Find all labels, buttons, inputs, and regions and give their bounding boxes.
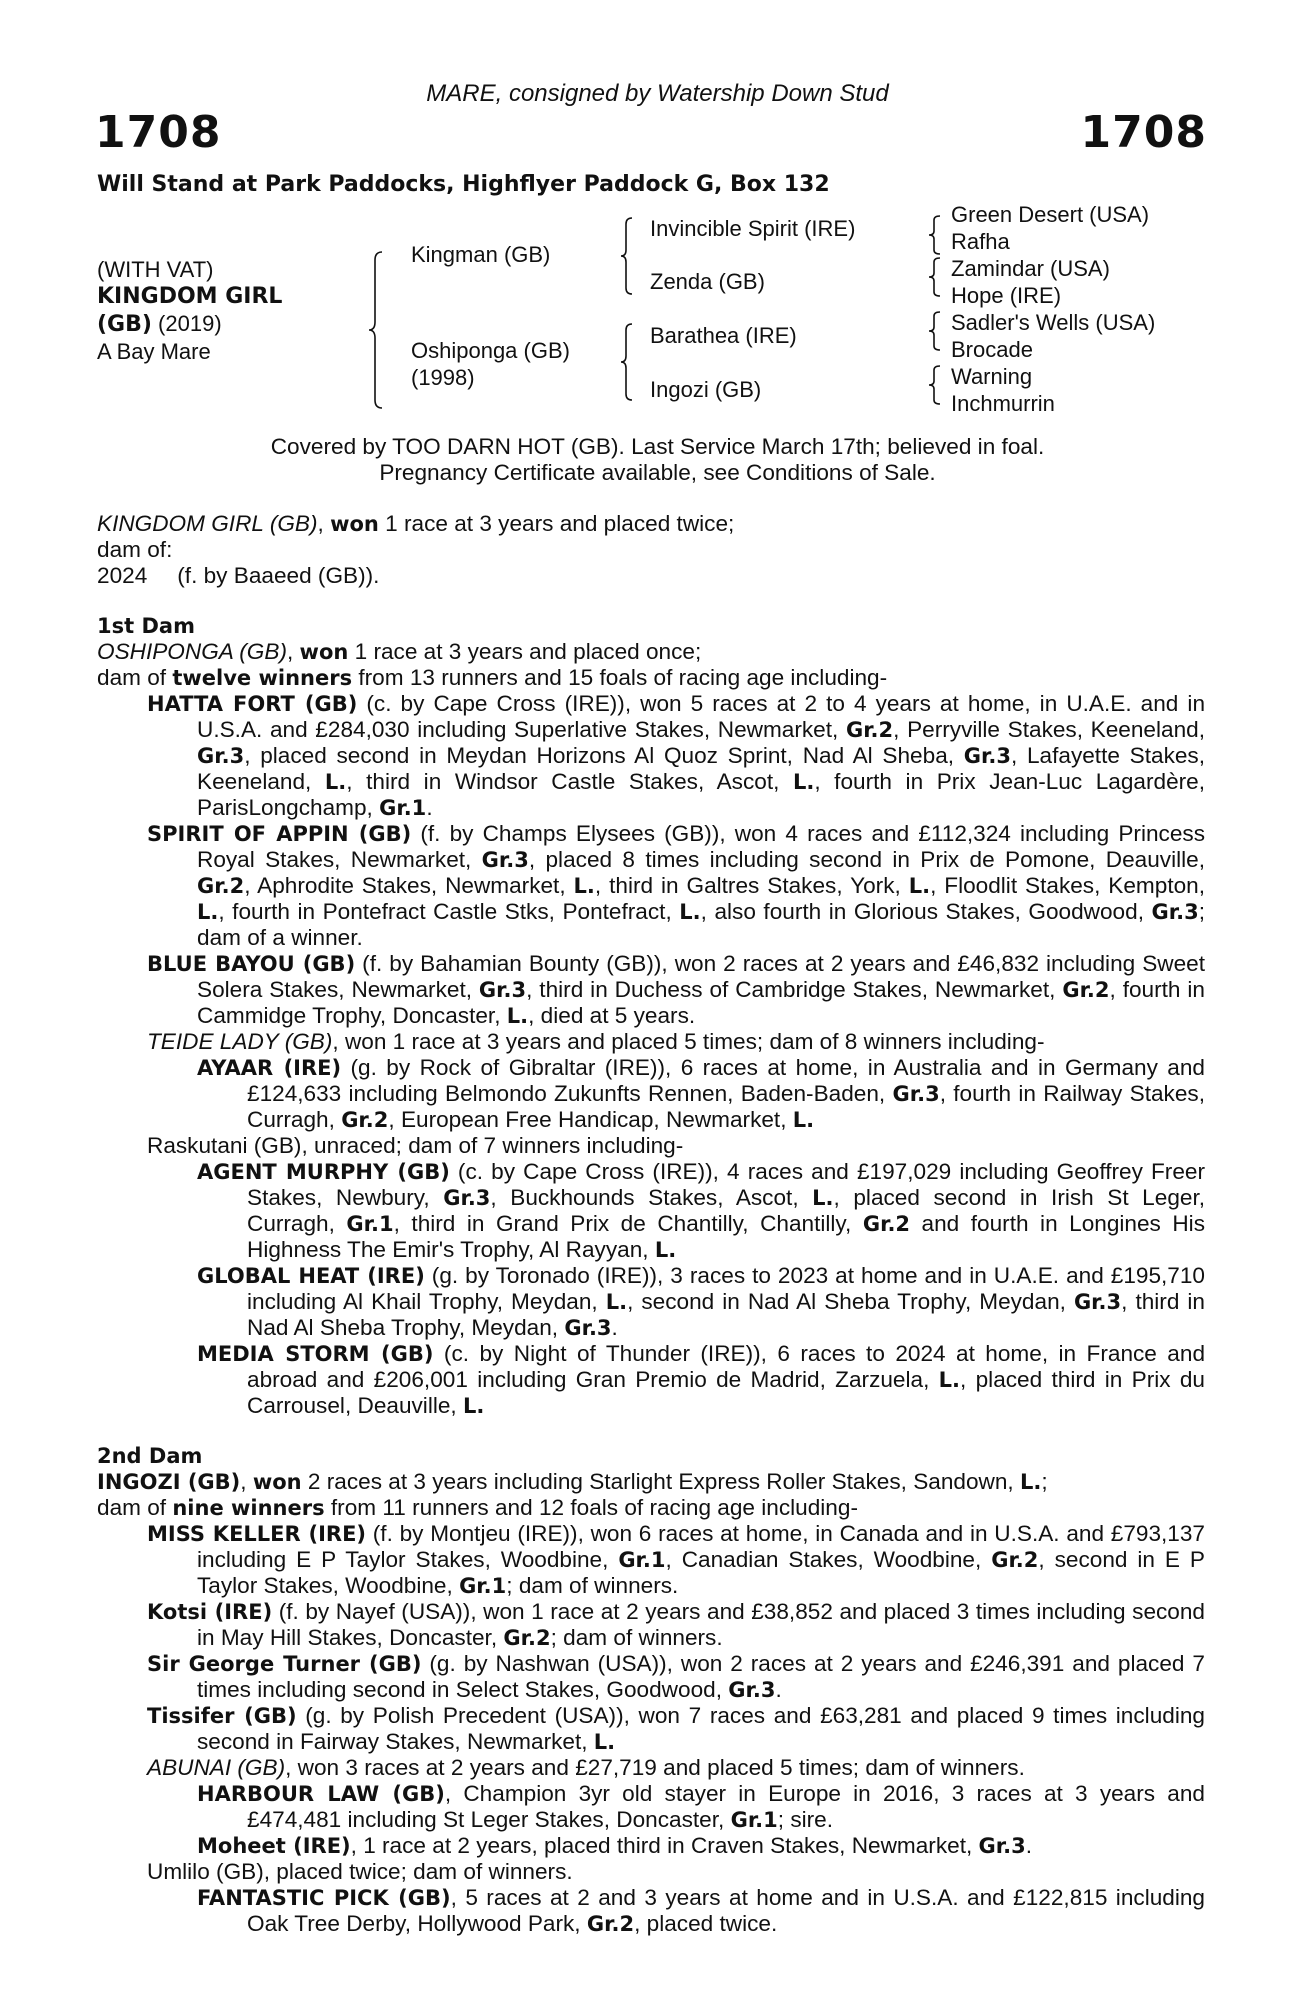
- second-dam-winners-line: dam of nine winners from 11 runners and 12 foals of racing age including-: [97, 1495, 858, 1520]
- pedigree-sire-dam: Zenda (GB): [650, 269, 765, 294]
- first-dam-heading: 1st Dam: [97, 614, 195, 638]
- horse-description: A Bay Mare: [97, 339, 211, 364]
- pedigree-ddd: Inchmurrin: [951, 391, 1055, 416]
- second-dam-name-line: INGOZI (GB), won 2 races at 3 years including Starlight Express Roller Stakes, Sandown, L.;: [97, 1469, 1048, 1494]
- list-item: MEDIA STORM (GB) (c. by Night of Thunder (IRE)), 6 races to 2024 at home, in France and abroad and £206,001 including Gran Premio de Madrid, Zarzuela, L., placed third in Prix du Carrousel, Deauville, L.: [197, 1341, 1206, 1418]
- list-item: FANTASTIC PICK (GB), 5 races at 2 and 3 years at home and in U.S.A. and £122,815 including Oak Tree Derby, Hollywood Park, Gr.2, placed twice.: [197, 1885, 1205, 1936]
- pedigree-brace-sd: [928, 256, 942, 298]
- list-item: ABUNAI (GB), won 3 races at 2 years and £27,719 and placed 5 times; dam of winners.: [147, 1755, 1025, 1780]
- pedigree-dam-year: (1998): [411, 365, 475, 390]
- intro-dam-of: dam of:: [97, 537, 173, 562]
- pedigree-dss: Sadler's Wells (USA): [951, 310, 1156, 335]
- list-item: Tissifer (GB) (g. by Polish Precedent (USA)), won 7 races and £63,281 and placed 9 times including second in Fairway Stakes, Newmarket, L.: [147, 1703, 1205, 1754]
- pedigree-brace-dd: [928, 364, 942, 406]
- list-item: HATTA FORT (GB) (c. by Cape Cross (IRE)), won 5 races at 2 to 4 years at home, in U.A.E. and in U.S.A. and £284,030 including Superlative Stakes, Newmarket, Gr.2, Perryville Stakes, Keeneland, Gr.3, placed second in Meydan Horizons Al Quoz Sprint, Nad Al Sheba, Gr.3, Lafayette Stakes, Keeneland, L., third in Windsor Castle Stakes, Ascot, L., fourth in Prix Jean-Luc Lagardère, ParisLongchamp, Gr.1.: [147, 691, 1206, 820]
- list-item: Moheet (IRE), 1 race at 2 years, placed third in Craven Stakes, Newmarket, Gr.3.: [197, 1833, 1033, 1858]
- intro-line: KINGDOM GIRL (GB), won 1 race at 3 years and placed twice;: [97, 511, 735, 536]
- lot-number-right: 1708: [1080, 107, 1207, 158]
- covered-line: Covered by TOO DARN HOT (GB). Last Service March 17th; believed in foal.: [270, 434, 1045, 459]
- horse-block: [97, 256, 282, 365]
- horse-origin: (GB): [97, 312, 152, 337]
- stand-location: Will Stand at Park Paddocks, Highflyer Paddock G, Box 132: [97, 172, 830, 197]
- list-item: Umlilo (GB), placed twice; dam of winners.: [147, 1859, 573, 1884]
- pedigree-dds: Warning: [951, 364, 1033, 389]
- pedigree-sdd: Hope (IRE): [951, 283, 1062, 308]
- pedigree-sire: Kingman (GB): [411, 242, 551, 267]
- pedigree-sds: Zamindar (USA): [951, 256, 1110, 281]
- pedigree-brace-ds: [928, 310, 942, 352]
- vat-note: (WITH VAT): [97, 257, 214, 282]
- second-dam-heading: 2nd Dam: [97, 1444, 203, 1468]
- pedigree-ssd: Rafha: [951, 229, 1010, 254]
- list-item: MISS KELLER (IRE) (f. by Montjeu (IRE)), won 6 races at home, in Canada and in U.S.A. and £793,137 including E P Taylor Stakes, Woodbine, Gr.1, Canadian Stakes, Woodbine, Gr.2, second in E P Taylor Stakes, Woodbine, Gr.1; dam of winners.: [147, 1521, 1206, 1598]
- produce-record: 2024 (f. by Baaeed (GB)).: [97, 563, 380, 588]
- horse-year: (2019): [151, 311, 222, 336]
- first-dam-name-line: OSHIPONGA (GB), won 1 race at 3 years and placed once;: [97, 639, 702, 664]
- pedigree-brace-dam: [620, 322, 634, 402]
- pedigree-dsd: Brocade: [951, 337, 1033, 362]
- list-item: Kotsi (IRE) (f. by Nayef (USA)), won 1 race at 2 years and £38,852 and placed 3 times including second in May Hill Stakes, Doncaster, Gr.2; dam of winners.: [147, 1599, 1206, 1650]
- list-item: GLOBAL HEAT (IRE) (g. by Toronado (IRE)), 3 races to 2023 at home and in U.A.E. and £195,710 including Al Khail Trophy, Meydan, L., second in Nad Al Sheba Trophy, Meydan, Gr.3, third in Nad Al Sheba Trophy, Meydan, Gr.3.: [197, 1263, 1206, 1340]
- catalogue-body: [97, 511, 1205, 1937]
- list-item: AGENT MURPHY (GB) (c. by Cape Cross (IRE)), 4 races and £197,029 including Geoffrey Freer Stakes, Newbury, Gr.3, Buckhounds Stakes, Ascot, L., placed second in Irish St Leger, Curragh, Gr.1, third in Grand Prix de Chantilly, Chantilly, Gr.2 and fourth in Longines His Highness The Emir's Trophy, Al Rayyan, L.: [197, 1159, 1206, 1262]
- pedigree-brace-sire: [620, 216, 634, 296]
- pedigree-sire-sire: Invincible Spirit (IRE): [650, 216, 856, 241]
- pedigree-dam: Oshiponga (GB): [411, 338, 570, 363]
- list-item: Sir George Turner (GB) (g. by Nashwan (USA)), won 2 races at 2 years and £246,391 and placed 7 times including second in Select Stakes, Goodwood, Gr.3.: [147, 1651, 1205, 1702]
- list-item: BLUE BAYOU (GB) (f. by Bahamian Bounty (GB)), won 2 races at 2 years and £46,832 including Sweet Solera Stakes, Newmarket, Gr.3, third in Duchess of Cambridge Stakes, Newmarket, Gr.2, fourth in Cammidge Trophy, Doncaster, L., died at 5 years.: [147, 951, 1205, 1028]
- consignor-subtitle: MARE, consigned by Watership Down Stud: [426, 80, 889, 107]
- list-item: Raskutani (GB), unraced; dam of 7 winners including-: [147, 1133, 684, 1158]
- list-item: TEIDE LADY (GB), won 1 race at 3 years and placed 5 times; dam of 8 winners including-: [147, 1029, 1045, 1054]
- pedigree-brace-main: [368, 250, 384, 410]
- horse-name: KINGDOM GIRL: [97, 284, 283, 309]
- pedigree-sss: Green Desert (USA): [951, 202, 1150, 227]
- list-item: AYAAR (IRE) (g. by Rock of Gibraltar (IRE)), 6 races at home, in Australia and in Germany and £124,633 including Belmondo Zukunfts Rennen, Baden-Baden, Gr.3, fourth in Railway Stakes, Curragh, Gr.2, European Free Handicap, Newmarket, L.: [197, 1055, 1206, 1132]
- lot-number-left: 1708: [95, 107, 222, 158]
- pedigree-brace-ss: [928, 214, 942, 256]
- pedigree-dam-sire: Barathea (IRE): [650, 323, 797, 348]
- pregnancy-line: Pregnancy Certificate available, see Conditions of Sale.: [379, 460, 936, 485]
- list-item: HARBOUR LAW (GB), Champion 3yr old stayer in Europe in 2016, 3 races at 3 years and £474,481 including St Leger Stakes, Doncaster, Gr.1; sire.: [197, 1781, 1205, 1832]
- pedigree-dam-dam: Ingozi (GB): [650, 377, 762, 402]
- list-item: SPIRIT OF APPIN (GB) (f. by Champs Elysees (GB)), won 4 races and £112,324 including Princess Royal Stakes, Newmarket, Gr.3, placed 8 times including second in Prix de Pomone, Deauville, Gr.2, Aphrodite Stakes, Newmarket, L., third in Galtres Stakes, York, L., Floodlit Stakes, Kempton, L., fourth in Pontefract Castle Stks, Pontefract, L., also fourth in Glorious Stakes, Goodwood, Gr.3; dam of a winner.: [147, 821, 1206, 950]
- first-dam-winners-line: dam of twelve winners from 13 runners and 15 foals of racing age including-: [97, 665, 888, 690]
